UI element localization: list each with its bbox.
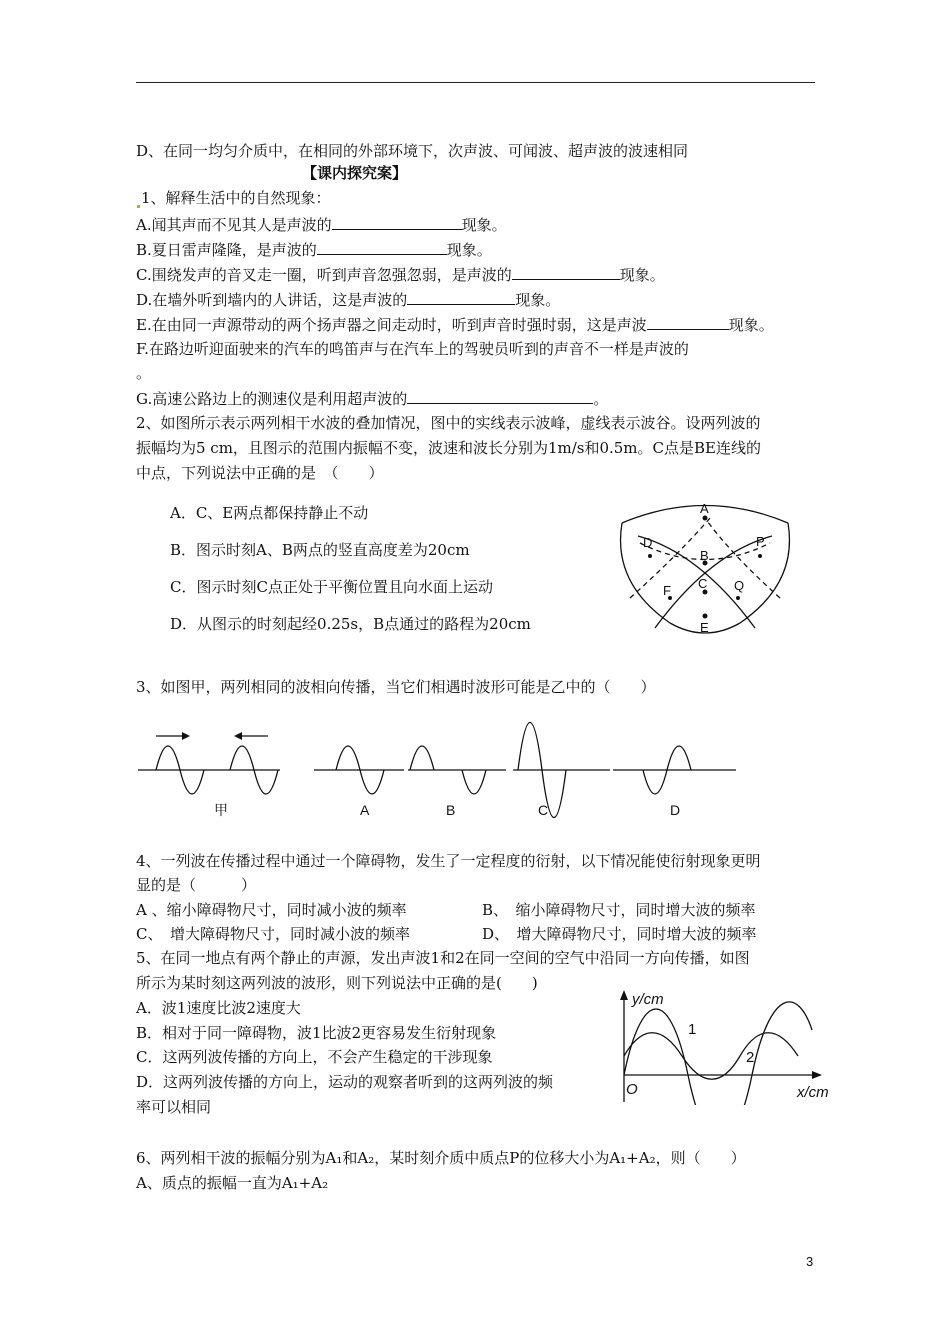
q5-stem-1: 5、在同一地点有两个静止的声源，发出声波1和2在同一空间的空气中沿同一方向传播，如图 (136, 949, 750, 967)
section-title: 【课内探究案】 (302, 164, 408, 182)
q5-option-c: C．这两列波传播的方向上，不会产生稳定的干涉现象 (136, 1048, 493, 1066)
option-d-text: D、在同一均匀介质中，在相同的外部环境下，次声波、可闻波、超声波的波速相同 (136, 142, 689, 160)
q4-stem-2: 显的是（ ） (136, 876, 257, 894)
label-e: E (700, 620, 709, 635)
q4-option-d: D、 增大障碍物尺寸，同时增大波的频率 (482, 925, 757, 943)
point-e (703, 614, 708, 619)
point-a (703, 516, 708, 521)
x-arrow-icon (812, 1071, 822, 1079)
q1-item-b: B.夏日雷声隆隆，是声波的 现象。 (136, 241, 492, 259)
q2-stem-3: 中点，下列说法中正确的是 （ ） (136, 464, 384, 482)
q1-item-d: D.在墙外听到墙内的人讲话，这是声波的 现象。 (136, 291, 561, 309)
wave-1 (624, 1002, 812, 1105)
blank (512, 264, 620, 280)
point-q (736, 596, 740, 600)
q1-item-f-cont: 。 (136, 364, 152, 382)
wave-1-label: 1 (688, 1021, 697, 1038)
q2-option-a: A．C、E两点都保持静止不动 (170, 504, 369, 522)
label-q: Q (734, 578, 745, 593)
label-a: A (700, 501, 709, 516)
point-d (648, 554, 652, 558)
q2-option-c: C．图示时刻C点正处于平衡位置且向水面上运动 (170, 578, 493, 596)
q2-stem-1: 2、如图所示表示两列相干水波的叠加情况，图中的实线表示波峰，虚线表示波谷。设两列波的 (136, 414, 761, 432)
label-c: C (698, 576, 708, 591)
q2-option-b: B．图示时刻A、B两点的竖直高度差为20cm (170, 541, 470, 559)
label-c: C (538, 802, 549, 818)
label-d: D (643, 535, 653, 550)
label-d: D (670, 802, 681, 818)
x-axis-label: x/cm (797, 1084, 829, 1101)
q5-option-d: D．这两列波传播的方向上，运动的观察者听到的这两列波的频 (136, 1073, 554, 1091)
q1-item-a: A.闻其声而不见其人是声波的 现象。 (136, 216, 507, 234)
page-number: 3 (806, 1254, 814, 1269)
interference-diagram (610, 498, 810, 648)
label-a: A (360, 802, 370, 818)
q3-stem: 3、如图甲，两列相同的波相向传播，当它们相遇时波形可能是乙中的（ ） (136, 678, 656, 696)
label-jia: 甲 (214, 802, 228, 818)
arrowhead-left-icon (234, 732, 242, 740)
blank (317, 239, 447, 255)
q4-option-c: C、 增大障碍物尺寸，同时减小波的频率 (136, 925, 410, 943)
origin-label: O (626, 1081, 638, 1098)
mark-icon (137, 205, 140, 208)
q5-option-a: A．波1速度比波2速度大 (136, 999, 301, 1017)
blank (407, 289, 515, 305)
wave-2 (624, 1033, 798, 1080)
q2-stem-2: 振幅均为5 cm，且图示的范围内振幅不变，波速和波长分别为1m/s和0.5m。C点是BE连线的 (136, 439, 761, 457)
wave-b-trough (462, 770, 486, 794)
label-f: F (663, 583, 671, 598)
q1-item-g: G.高速公路边上的测速仪是利用超声波的 。 (136, 390, 609, 408)
wave-options-figure (138, 720, 738, 825)
q1-item-e: E.在由同一声源带动的两个扬声器之间走动时，听到声音时强时弱，这是声波 现象。 (136, 316, 774, 334)
q2-option-d: D．从图示的时刻起经0.25s，B点通过的路程为20cm (170, 615, 531, 633)
q4-option-a: A 、缩小障碍物尺寸，同时减小波的频率 (136, 901, 407, 919)
label-b: B (700, 548, 709, 563)
q6-option-a: A、质点的振幅一直为A₁+A₂ (136, 1174, 329, 1192)
q5-option-b: B．相对于同一障碍物，波1比波2更容易发生衍射现象 (136, 1024, 497, 1042)
y-arrow-icon (620, 990, 628, 1000)
header-rule (136, 82, 815, 83)
label-p: P (756, 534, 765, 549)
arrowhead-right-icon (182, 732, 190, 740)
q5-option-d-cont: 率可以相同 (136, 1098, 212, 1116)
blank (332, 214, 462, 230)
blank (647, 314, 729, 330)
wave-2-label: 2 (746, 1049, 755, 1066)
label-b: B (446, 802, 456, 818)
y-axis-label: y/cm (632, 991, 664, 1008)
point-p (758, 554, 762, 558)
blank (407, 388, 593, 404)
q1-item-c: C.围绕发声的音叉走一圈，听到声音忽强忽弱，是声波的 现象。 (136, 266, 665, 284)
q6-stem: 6、两列相干波的振幅分别为A₁和A₂，某时刻介质中质点P的位移大小为A₁+A₂，则（ ） (136, 1149, 746, 1167)
q4-stem-1: 4、一列波在传播过程中通过一个障碍物，发生了一定程度的衍射，以下情况能使衍射现象更明 (136, 852, 761, 870)
wave-b-crest (410, 746, 434, 770)
two-waves-graph (612, 990, 834, 1105)
q4-option-b: B、 缩小障碍物尺寸，同时增大波的频率 (482, 901, 756, 919)
q1-title: 1、解释生活中的自然现象： (136, 188, 331, 208)
q5-stem-2: 所示为某时刻这两列波的波形，则下列说法中正确的是( ) (136, 974, 538, 992)
q1-item-f: F.在路边听迎面驶来的汽车的鸣笛声与在汽车上的驾驶员听到的声音不一样是声波的 (136, 340, 689, 358)
